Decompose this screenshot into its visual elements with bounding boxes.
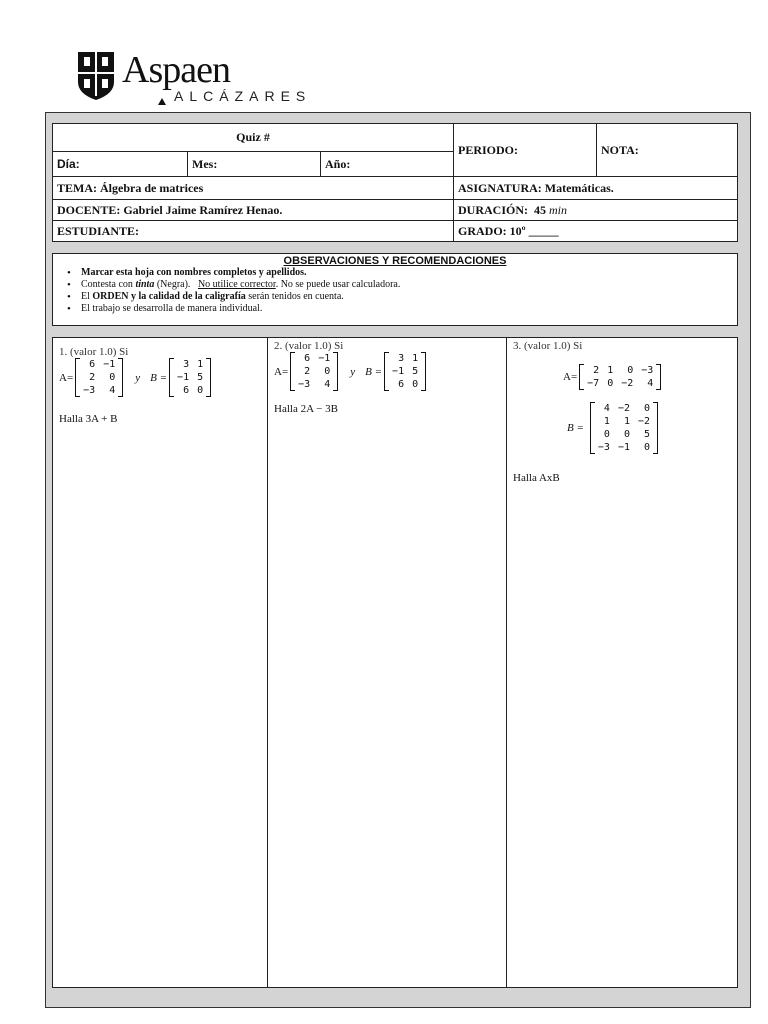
duracion-text: DURACIÓN: 45 (458, 202, 549, 217)
question-3-title: 3. (valor 1.0) Si (513, 340, 583, 352)
matrix-entry: 1 (603, 416, 610, 427)
matrix-entry: −1 (103, 359, 116, 370)
observaciones-title: OBSERVACIONES Y RECOMENDACIONES (283, 255, 507, 267)
matrix-entry: 0 (412, 379, 419, 390)
matrix-entry: −2 (617, 403, 630, 414)
list-item: • Marcar esta hoja con nombres completos y apellidos. (67, 267, 400, 279)
matrix-entry: −7 (587, 378, 600, 389)
matrix-a (579, 364, 661, 390)
matrix-entry: 4 (324, 379, 331, 390)
tema-label: TEMA: Álgebra de matrices (57, 180, 204, 195)
shield-icon (78, 52, 114, 100)
question-1 (59, 346, 264, 425)
matrix-entry: −2 (621, 378, 634, 389)
question-2 (274, 340, 504, 415)
matrix-entry: 6 (89, 359, 96, 370)
anio-field[interactable]: Año: (325, 156, 351, 171)
question-2-task: Halla 2A − 3B (274, 403, 338, 415)
matrix-entry: 1 (607, 365, 614, 376)
matrix-entry: 1 (412, 353, 419, 364)
matrix-entry: 3 (183, 359, 190, 370)
matrix-entry: 0 (623, 429, 630, 440)
matrix-entry: 0 (324, 366, 331, 377)
matrix-entry: 5 (644, 429, 651, 440)
matrix-b (169, 358, 211, 397)
matrix-entry: −1 (392, 366, 405, 377)
matrix-entry: 0 (644, 403, 651, 414)
list-item: • El trabajo se desarrolla de manera individual. (67, 303, 400, 315)
matrix-entry: 6 (398, 379, 405, 390)
quiz-number-label: Quiz # (236, 130, 270, 144)
nota-field[interactable]: NOTA: (601, 142, 639, 157)
matrix-entry: −3 (641, 365, 654, 376)
matrix-b-label: B = (150, 371, 168, 384)
matrix-entry: 5 (412, 366, 419, 377)
question-2-matrices (274, 352, 504, 391)
school-logo (78, 49, 318, 110)
mes-field[interactable]: Mes: (192, 156, 218, 171)
header-table (52, 123, 738, 242)
matrix-entry: 3 (398, 353, 405, 364)
matrix-entry: 4 (603, 403, 610, 414)
matrix-a (290, 352, 338, 391)
conjunction-y: y (350, 365, 356, 378)
matrix-entry: 2 (593, 365, 600, 376)
matrix-entry: −1 (617, 442, 630, 453)
observaciones-box (52, 253, 738, 326)
duracion-unit: min (549, 202, 567, 217)
matrix-entry: 6 (183, 385, 190, 396)
questions-area (52, 337, 738, 988)
matrix-a-label: A= (59, 371, 74, 384)
matrix-entry: 0 (644, 442, 651, 453)
matrix-entry: −1 (318, 353, 331, 364)
conjunction-y: y (135, 371, 141, 384)
matrix-entry: 0 (109, 372, 116, 383)
matrix-b (384, 352, 426, 391)
periodo-field[interactable]: PERIODO: (458, 142, 518, 157)
logo-subtitle: ALCÁZARES (174, 88, 312, 104)
matrix-entry: 4 (647, 378, 654, 389)
estudiante-field[interactable]: ESTUDIANTE: (57, 223, 140, 238)
matrix-entry: 6 (304, 353, 311, 364)
question-3-task: Halla AxB (513, 472, 560, 484)
logo-triangle-icon (158, 98, 166, 105)
matrix-a (75, 358, 123, 397)
matrix-entry: 0 (627, 365, 634, 376)
matrix-a-label: A= (563, 371, 578, 383)
asignatura-label: ASIGNATURA: Matemáticas. (458, 180, 614, 195)
question-3-matrix-a-row (563, 364, 735, 390)
matrix-b (590, 402, 658, 454)
matrix-b-label: B = (365, 365, 383, 378)
question-1-matrices (59, 358, 264, 397)
matrix-b-label: B = (567, 422, 584, 434)
matrix-entry: 2 (89, 372, 96, 383)
observaciones-list (67, 267, 400, 315)
question-1-task: Halla 3A + B (59, 413, 118, 425)
matrix-entry: 5 (197, 372, 204, 383)
matrix-entry: 2 (304, 366, 311, 377)
list-item: • Contesta con tinta (Negra). No utilice corrector. No se puede usar calculadora. (67, 279, 400, 291)
matrix-a-label: A= (274, 365, 289, 378)
matrix-entry: 0 (197, 385, 204, 396)
dia-field[interactable]: Día: (57, 157, 80, 171)
matrix-entry: 1 (197, 359, 204, 370)
matrix-entry: −1 (177, 372, 190, 383)
docente-label: DOCENTE: Gabriel Jaime Ramírez Henao. (57, 202, 283, 217)
question-1-title: 1. (valor 1.0) Si (59, 346, 129, 358)
question-3-matrix-b-row (567, 402, 735, 454)
matrix-entry: 0 (607, 378, 614, 389)
matrix-entry: 0 (603, 429, 610, 440)
question-3 (513, 340, 735, 484)
question-2-title: 2. (valor 1.0) Si (274, 340, 344, 352)
matrix-entry: −2 (638, 416, 651, 427)
matrix-entry: −3 (298, 379, 311, 390)
list-item: • El ORDEN y la calidad de la caligrafía serán tenidos en cuenta. (67, 291, 400, 303)
matrix-entry: −3 (83, 385, 96, 396)
matrix-entry: 4 (109, 385, 116, 396)
grado-field[interactable]: GRADO: 10º _____ (458, 223, 559, 238)
logo-name: Aspaen (122, 49, 230, 91)
matrix-entry: 1 (623, 416, 630, 427)
duracion-label (454, 200, 738, 220)
matrix-entry: −3 (597, 442, 610, 453)
